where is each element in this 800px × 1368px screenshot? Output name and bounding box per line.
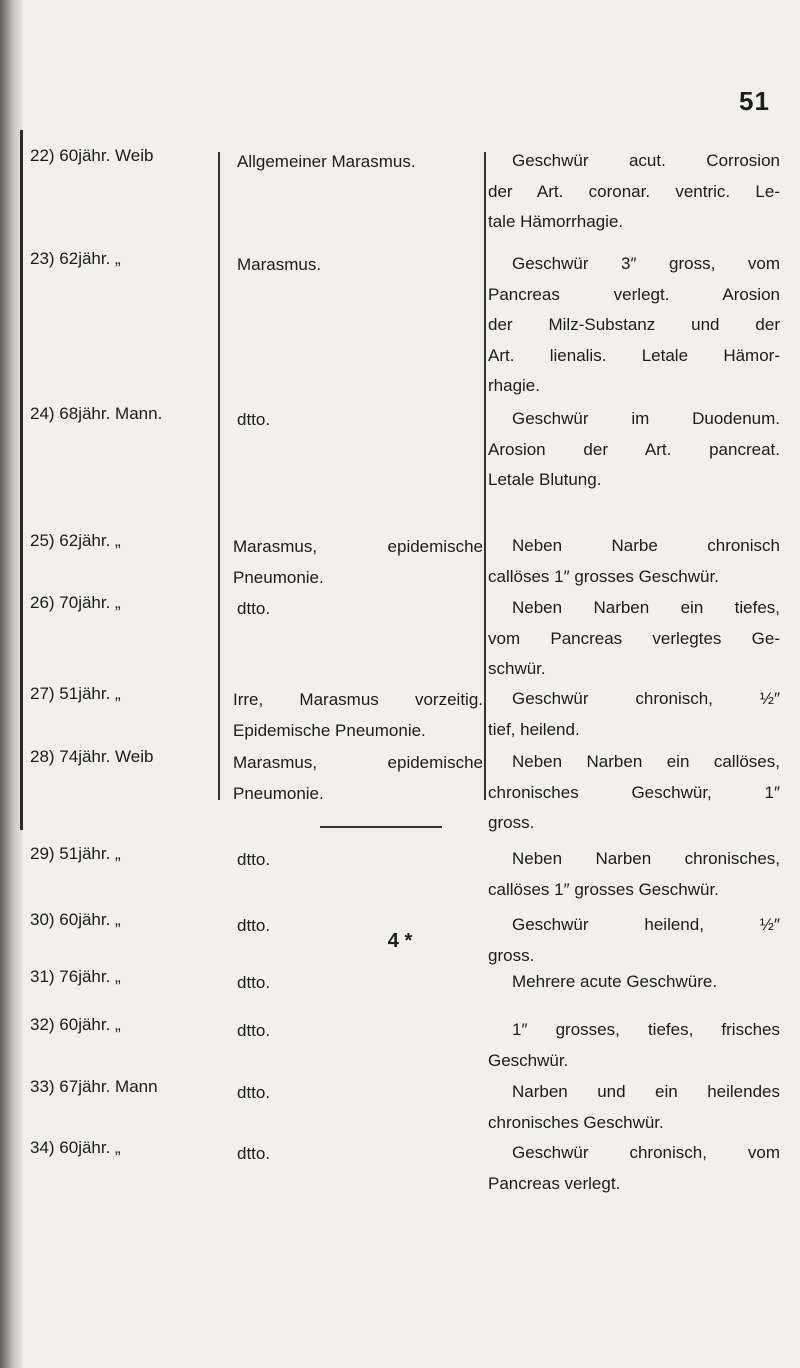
finding-line: Geschwür acut. Corrosion <box>512 151 780 170</box>
case-id: 34) 60jähr. „ <box>30 1138 121 1157</box>
autopsy-finding <box>488 1077 780 1138</box>
finding-line: callöses 1″ grosses Geschwür. <box>488 879 719 899</box>
case-id: 29) 51jähr. „ <box>30 844 121 863</box>
finding-line: Mehrere acute Geschwüre. <box>512 972 718 991</box>
finding-line: vom Pancreas verlegtes Ge- <box>488 628 780 648</box>
cause-of-death <box>233 844 483 875</box>
finding-line: Art. lienalis. Letale Hämor- <box>488 345 780 365</box>
finding-line: Neben Narben ein tiefes, <box>512 598 780 617</box>
cause-of-death <box>233 531 483 593</box>
finding-line: 1″ grosses, tiefes, frisches <box>512 1020 780 1039</box>
finding-line: Neben Narben ein callöses, <box>512 752 780 771</box>
finding-line: Geschwür heilend, ½″ <box>512 915 780 934</box>
finding-line: Geschwür chronisch, ½″ <box>512 689 780 708</box>
finding-line: chronisches Geschwür. <box>488 1112 664 1132</box>
autopsy-finding <box>488 747 780 839</box>
cause-of-death <box>233 747 483 809</box>
finding-line: der Milz-Substanz und der <box>488 315 780 334</box>
finding-line: rhagie. <box>488 376 540 395</box>
cause-line: dtto. <box>237 850 271 869</box>
cause-of-death <box>233 593 483 624</box>
autopsy-finding <box>488 531 780 592</box>
autopsy-finding <box>488 593 780 685</box>
case-id: 24) 68jähr. Mann. <box>30 404 163 423</box>
case-id: 22) 60jähr. Weib <box>30 146 154 165</box>
cause-of-death <box>233 1077 483 1108</box>
finding-line: gross. <box>488 813 535 832</box>
finding-line: tale Hämorrhagie. <box>488 212 624 231</box>
finding-line: der Art. coronar. ventric. Le- <box>488 181 780 201</box>
finding-line: tief, heilend. <box>488 719 580 739</box>
cause-line: dtto. <box>237 410 271 429</box>
cause-line: Pneumonie. <box>233 784 324 803</box>
cause-line: Allgemeiner Marasmus. <box>237 152 416 171</box>
cause-of-death <box>233 967 483 998</box>
finding-line: Geschwür chronisch, vom <box>512 1143 780 1162</box>
cause-line: Marasmus, epidemische <box>233 537 483 556</box>
finding-line: Narben und ein heilendes <box>512 1082 780 1101</box>
autopsy-finding <box>488 249 780 402</box>
cause-line: dtto. <box>237 599 271 618</box>
cause-line: dtto. <box>237 1144 271 1163</box>
finding-line: Arosion der Art. pancreat. <box>488 439 780 459</box>
finding-line: Letale Blutung. <box>488 470 602 489</box>
cause-of-death <box>233 404 483 435</box>
cause-line: Irre, Marasmus vorzeitig. <box>233 690 483 709</box>
cause-line: Marasmus, epidemische <box>233 753 483 772</box>
cause-of-death <box>233 1138 483 1169</box>
finding-line: gross. <box>488 945 535 965</box>
autopsy-finding <box>488 1138 780 1199</box>
finding-line: Pancreas verlegt. Arosion <box>488 284 780 304</box>
case-id: 32) 60jähr. „ <box>30 1015 121 1034</box>
case-id: 28) 74jähr. Weib <box>30 747 154 766</box>
case-id: 27) 51jähr. „ <box>30 684 121 703</box>
cause-of-death <box>233 1015 483 1046</box>
page-gutter-shadow <box>0 0 22 1368</box>
binding-edge <box>20 130 23 830</box>
finding-line: Geschwür im Duodenum. <box>512 409 780 428</box>
autopsy-finding <box>488 404 780 496</box>
finding-line: schwür. <box>488 659 546 678</box>
cause-line: Marasmus. <box>237 255 322 274</box>
page-number: 51 <box>739 86 770 116</box>
finding-line: chronisches Geschwür, 1″ <box>488 782 780 802</box>
autopsy-finding <box>488 684 780 745</box>
case-id: 33) 67jähr. Mann <box>30 1077 158 1096</box>
column-rule-right <box>484 152 486 800</box>
cause-of-death <box>233 146 483 177</box>
finding-line: callöses 1″ grosses Geschwür. <box>488 566 719 586</box>
case-id: 26) 70jähr. „ <box>30 593 121 612</box>
finding-line: Pancreas verlegt. <box>488 1173 621 1193</box>
autopsy-finding <box>488 844 780 905</box>
finding-line: Neben Narbe chronisch <box>512 536 780 555</box>
case-id: 23) 62jähr. „ <box>30 249 121 268</box>
cause-line: Pneumonie. <box>233 568 324 587</box>
autopsy-finding <box>488 146 780 238</box>
finding-line: Geschwür 3″ gross, vom <box>512 254 780 273</box>
case-id: 25) 62jähr. „ <box>30 531 121 550</box>
cause-line: dtto. <box>237 916 271 935</box>
cause-line: dtto. <box>237 1021 271 1040</box>
cause-of-death <box>233 249 483 280</box>
cause-line: dtto. <box>237 1083 271 1102</box>
cause-line: Epidemische Pneumonie. <box>233 721 426 740</box>
signature-mark: 4 * <box>387 930 413 952</box>
cause-line: dtto. <box>237 973 271 992</box>
autopsy-finding <box>488 967 780 998</box>
case-id: 31) 76jähr. „ <box>30 967 121 986</box>
finding-line: Geschwür. <box>488 1050 569 1070</box>
closing-rule <box>320 826 442 828</box>
case-id: 30) 60jähr. „ <box>30 910 121 929</box>
finding-line: Neben Narben chronisches, <box>512 849 780 868</box>
cause-of-death <box>233 684 483 746</box>
autopsy-finding <box>488 1015 780 1076</box>
